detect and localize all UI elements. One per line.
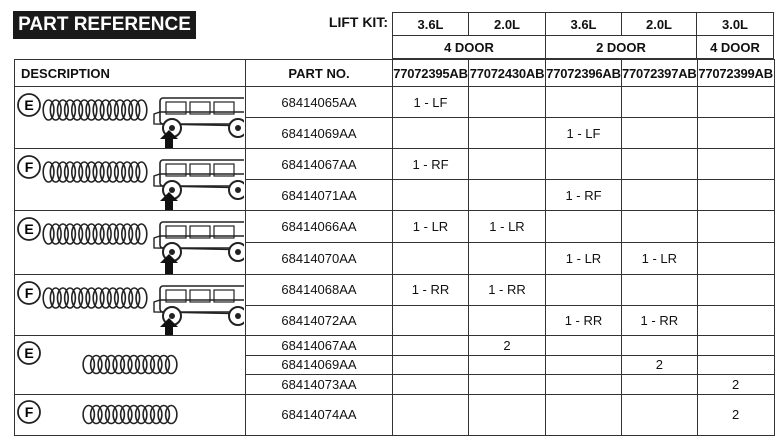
quantity-cell: 1 - RR (546, 305, 622, 336)
quantity-cell (393, 375, 469, 395)
quantity-cell: 1 - RR (469, 275, 546, 306)
quantity-cell: 1 - LR (622, 243, 698, 275)
quantity-cell (393, 336, 469, 356)
part-number: 68414074AA (246, 394, 393, 435)
quantity-cell: 1 - LF (546, 118, 622, 149)
quantity-cell: 1 - RF (393, 149, 469, 180)
quantity-cell (622, 211, 698, 243)
table-row (15, 211, 775, 243)
quantity-cell (393, 355, 469, 375)
quantity-cell (546, 336, 622, 356)
quantity-cell: 1 - LR (393, 211, 469, 243)
part-illustration (15, 336, 246, 395)
badge-letter: E (24, 220, 34, 237)
quantity-cell (393, 118, 469, 149)
spring-diagram (15, 276, 244, 335)
page-title: PART REFERENCE (13, 11, 196, 39)
quantity-cell: 2 (697, 394, 774, 435)
part-illustration (15, 275, 246, 336)
part-no-header: PART NO. (246, 60, 393, 87)
quantity-cell (469, 355, 546, 375)
part-illustration (15, 87, 246, 149)
quantity-cell (393, 394, 469, 435)
quantity-cell (697, 87, 774, 118)
part-number: 68414065AA (246, 87, 393, 118)
quantity-cell (469, 149, 546, 180)
quantity-cell (546, 211, 622, 243)
quantity-cell (697, 275, 774, 306)
door-header: 4 DOOR (697, 36, 774, 59)
door-header: 2 DOOR (546, 36, 697, 59)
kit-code-header: 77072430AB (469, 60, 546, 87)
part-number: 68414066AA (246, 211, 393, 243)
quantity-cell (622, 87, 698, 118)
part-illustration (15, 211, 246, 275)
quantity-cell: 1 - RR (393, 275, 469, 306)
quantity-cell (469, 87, 546, 118)
badge-letter: F (24, 404, 34, 421)
spring-diagram (15, 395, 244, 434)
quantity-cell: 1 - LR (546, 243, 622, 275)
quantity-cell (546, 87, 622, 118)
spring-diagram (15, 212, 244, 274)
quantity-cell (697, 305, 774, 336)
quantity-cell (697, 243, 774, 275)
quantity-cell (546, 375, 622, 395)
engine-header: 3.6L (393, 13, 469, 36)
quantity-cell (622, 275, 698, 306)
quantity-cell (393, 243, 469, 275)
table-row (15, 394, 775, 435)
engine-header: 3.0L (697, 13, 774, 36)
door-header: 4 DOOR (393, 36, 546, 59)
quantity-cell: 1 - LF (393, 87, 469, 118)
quantity-cell (697, 180, 774, 211)
quantity-cell (469, 375, 546, 395)
part-number: 68414069AA (246, 118, 393, 149)
quantity-cell (697, 149, 774, 180)
quantity-cell (697, 336, 774, 356)
part-number: 68414073AA (246, 375, 393, 395)
parts-table (14, 59, 775, 436)
part-number: 68414067AA (246, 336, 393, 356)
spring-diagram (15, 88, 244, 148)
quantity-cell (546, 394, 622, 435)
quantity-cell: 1 - RR (622, 305, 698, 336)
part-number: 68414069AA (246, 355, 393, 375)
quantity-cell (393, 305, 469, 336)
header-table (392, 12, 774, 59)
quantity-cell (546, 355, 622, 375)
quantity-cell (469, 118, 546, 149)
quantity-cell: 2 (622, 355, 698, 375)
kit-code-header: 77072396AB (546, 60, 622, 87)
quantity-cell (546, 275, 622, 306)
spring-diagram (15, 150, 244, 210)
table-row (15, 336, 775, 356)
badge-letter: F (24, 158, 34, 175)
quantity-cell: 1 - LR (469, 211, 546, 243)
badge-letter: F (24, 284, 34, 301)
part-number: 68414071AA (246, 180, 393, 211)
kit-code-header: 77072395AB (393, 60, 469, 87)
quantity-cell (697, 211, 774, 243)
quantity-cell (469, 243, 546, 275)
badge-letter: E (24, 345, 34, 362)
quantity-cell (469, 394, 546, 435)
kit-code-header: 77072399AB (697, 60, 774, 87)
table-row (15, 149, 775, 180)
engine-header: 2.0L (622, 13, 697, 36)
engine-header: 2.0L (469, 13, 546, 36)
spring-diagram (15, 336, 244, 393)
quantity-cell (622, 118, 698, 149)
quantity-cell (622, 336, 698, 356)
quantity-cell (622, 149, 698, 180)
quantity-cell (622, 180, 698, 211)
part-illustration (15, 394, 246, 435)
part-number: 68414072AA (246, 305, 393, 336)
quantity-cell (622, 375, 698, 395)
lift-kit-label: LIFT KIT: (328, 14, 388, 30)
table-row (15, 87, 775, 118)
part-number: 68414067AA (246, 149, 393, 180)
quantity-cell (622, 394, 698, 435)
badge-letter: E (24, 96, 34, 113)
part-number: 68414070AA (246, 243, 393, 275)
quantity-cell: 2 (469, 336, 546, 356)
quantity-cell (697, 355, 774, 375)
engine-header: 3.6L (546, 13, 622, 36)
part-number: 68414068AA (246, 275, 393, 306)
quantity-cell (697, 118, 774, 149)
quantity-cell (393, 180, 469, 211)
quantity-cell (469, 305, 546, 336)
quantity-cell: 2 (697, 375, 774, 395)
part-illustration (15, 149, 246, 211)
quantity-cell (546, 149, 622, 180)
description-header: DESCRIPTION (15, 60, 246, 87)
quantity-cell (469, 180, 546, 211)
table-row (15, 275, 775, 306)
quantity-cell: 1 - RF (546, 180, 622, 211)
kit-code-header: 77072397AB (622, 60, 698, 87)
